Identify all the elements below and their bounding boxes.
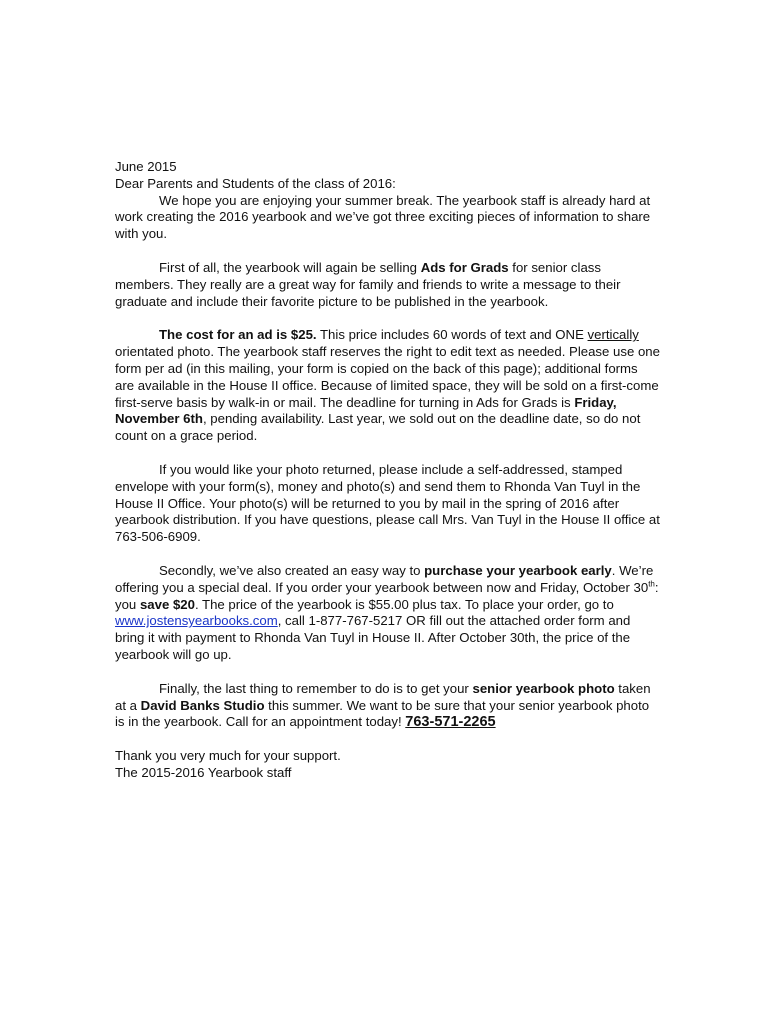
p3-text-b: This price includes 60 words of text and ONE bbox=[316, 327, 588, 343]
p6-text-c: taken at a bbox=[115, 680, 651, 713]
p3-text-f: , pending availability. Last year, we sold out on the deadline date, so do not count on a grace period. bbox=[115, 411, 641, 444]
senior-photo-bold: senior yearbook photo bbox=[472, 680, 615, 696]
letter-date: June 2015 bbox=[115, 159, 177, 174]
closing-signature: The 2015-2016 Yearbook staff bbox=[115, 764, 292, 780]
paragraph-ad-cost bbox=[115, 327, 660, 445]
p5-text-f: . The price of the yearbook is $55.00 plus tax. To place your order, go to bbox=[194, 596, 614, 612]
p5-text-d: : you bbox=[115, 579, 659, 612]
p5-text-a: Secondly, we’ve also created an easy way to bbox=[159, 562, 425, 578]
letter-salutation: Dear Parents and Students of the class of 2016: bbox=[115, 175, 396, 191]
paragraph-intro: We hope you are enjoying your summer break. The yearbook staff is already hard at work creating the 2016 yearbook and we’ve got three exciting pieces of information to share with you. bbox=[115, 192, 651, 242]
p6-text-e: this summer. We want to be sure that your senior yearbook photo is in the yearbook. Call for an appointment today! bbox=[115, 697, 650, 730]
p6-text-a: Finally, the last thing to remember to do is to get your bbox=[159, 680, 473, 696]
paragraph-senior-photo bbox=[115, 681, 660, 731]
purchase-early-bold: purchase your yearbook early bbox=[424, 562, 612, 578]
paragraph-ads-for-grads bbox=[115, 260, 660, 310]
letter-body bbox=[115, 159, 660, 782]
closing-thanks: Thank you very much for your support. bbox=[115, 748, 341, 764]
jostens-link[interactable]: www.jostensyearbooks.com bbox=[115, 613, 278, 629]
vertically-underlined: vertically bbox=[587, 327, 639, 343]
studio-phone-number: 763-571-2265 bbox=[405, 714, 496, 731]
p2-text-a: First of all, the yearbook will again be selling bbox=[159, 259, 421, 275]
deadline-bold: Friday, November 6th bbox=[115, 394, 617, 427]
ad-cost-bold: The cost for an ad is $25. bbox=[159, 327, 317, 343]
paragraph-photo-return: If you would like your photo returned, please include a self-addressed, stamped envelope with your form(s), money and photo(s) and send them to Rhonda Van Tuyl in the House II Office. Your photo(s) will be returned to you by mail in the spring of 2016 after yearbook distribution. If you have questions, please call Mrs. Van Tuyl in the House II office at 763-506-6909. bbox=[115, 461, 660, 545]
p2-text-c: for senior class members. They really are a great way for family and friends to write a message to their graduate and include their favorite picture to be published in the yearbook. bbox=[115, 259, 621, 309]
superscript-th: th bbox=[648, 579, 655, 589]
p5-text-g: , call 1-877-767-5217 OR fill out the attached order form and bring it with payment to Rhonda Van Tuyl in House II. After October 30th, the price of the yearbook will go up. bbox=[115, 613, 631, 662]
save-20-bold: save $20 bbox=[139, 596, 195, 612]
ads-for-grads-bold: Ads for Grads bbox=[420, 259, 509, 275]
p5-text-c: . We’re offering you a special deal. If you order your yearbook between now and Friday, October 30 bbox=[115, 562, 654, 595]
paragraph-yearbook-purchase bbox=[115, 563, 660, 664]
studio-name-bold: David Banks Studio bbox=[140, 697, 265, 713]
p3-text-d: orientated photo. The yearbook staff reserves the right to edit text as needed. Please use one form per ad (in this mailing, your form is copied on the back of this page); additional forms are available in the House II office. Because of limited space, they will be sold on a first-come first-serve basis by walk-in or mail. The deadline for turning in Ads for Grads is bbox=[115, 344, 660, 410]
